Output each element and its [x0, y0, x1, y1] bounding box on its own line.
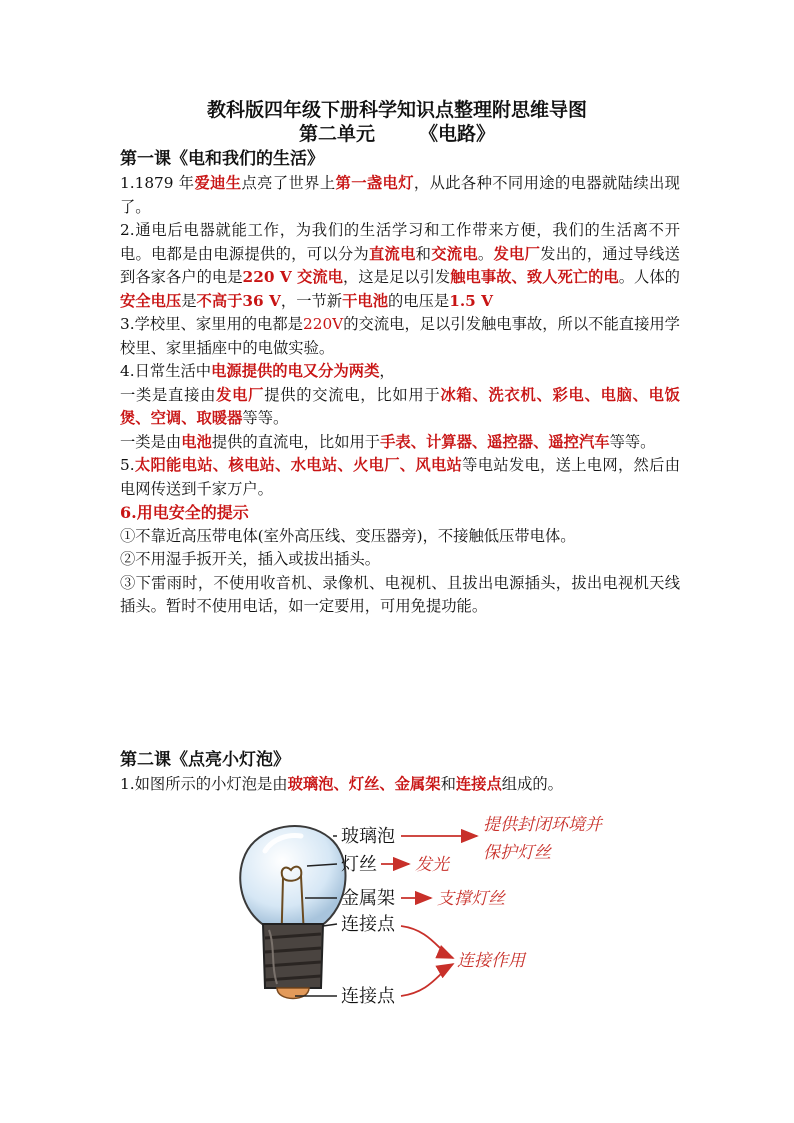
lesson1-point-5: 5.太阳能电站、核电站、水电站、火电厂、风电站等电站发电，送上电网，然后由电网传送到千家万户。	[120, 456, 680, 498]
lesson1-heading: 第一课《电和我们的生活》	[120, 149, 324, 169]
document-title: 教科版四年级下册科学知识点整理附思维导图	[206, 99, 587, 121]
label-contact-top: 连接点	[341, 914, 395, 935]
lesson1-point-1: 1.1879 年爱迪生点亮了世界上第一盏电灯，从此各种不同用途的电器就陆续出现了。	[120, 174, 680, 216]
lesson2-point-1: 1.如图所示的小灯泡是由玻璃泡、灯丝、金属架和连接点组成的。	[120, 775, 563, 793]
safety-heading: 6.用电安全的提示	[120, 503, 249, 522]
lesson1-body	[120, 172, 680, 619]
bulb-diagram	[225, 806, 685, 1016]
unit-number: 第二单元	[298, 123, 375, 145]
lesson1-point-2: 2.通电后电器就能工作，为我们的生活学习和工作带来方便，我们的生活离不开电。电都是由电源提供的，可以分为直流电和交流电。发电厂发出的，通过导线送到各家各户的电是220 V 交流电，这是足以引发触电事故、致人死亡的电。人体的安全电压是不高于36 V，一节新干电池的电压是1.5 V	[120, 221, 680, 310]
tip-contact-shape	[277, 988, 309, 999]
lesson1-point-4b: 一类是由电池提供的直流电，比如用于手表、计算器、遥控器、遥控汽车等等。	[120, 432, 656, 451]
glass-bulb-shape	[240, 826, 345, 926]
lesson2-body	[120, 773, 680, 797]
note-filament: 发光	[415, 855, 449, 875]
note-glass-line1: 提供封闭环境并	[483, 815, 602, 835]
lesson1-point-4a: 一类是直接由发电厂提供的交流电，比如用于冰箱、洗衣机、彩电、电脑、电饭煲、空调、取暖器等等。	[120, 385, 680, 427]
label-filament: 灯丝	[341, 854, 377, 875]
lesson2-heading: 第二课《点亮小灯泡》	[120, 750, 290, 770]
lesson1-point-4: 4.日常生活中电源提供的电又分为两类，	[120, 362, 395, 380]
label-metal-frame: 金属架	[341, 888, 395, 909]
safety-tip-2: ②不用湿手扳开关，插入或拔出插头。	[120, 550, 381, 568]
safety-tip-1: ①不靠近高压带电体(室外高压线、变压器旁)，不接触低压带电体。	[120, 526, 576, 545]
label-glass-bulb: 玻璃泡	[341, 826, 395, 847]
safety-tip-3: ③下雷雨时，不使用收音机、录像机、电视机、且拔出电源插头，拔出电视机天线插头。暂时不使用电话，如一定要用，可用免提功能。	[120, 573, 680, 615]
note-metal-frame: 支撑灯丝	[437, 889, 505, 909]
unit-title	[0, 122, 794, 146]
unit-name: 《电路》	[419, 123, 496, 145]
label-contact-bottom: 连接点	[341, 986, 395, 1007]
lesson1-point-3: 3.学校里、家里用的电都是220V的交流电，足以引发触电事故，所以不能直接用学校里、家里插座中的电做实验。	[120, 315, 680, 357]
note-glass-line2: 保护灯丝	[483, 843, 551, 863]
note-contact: 连接作用	[457, 951, 525, 971]
